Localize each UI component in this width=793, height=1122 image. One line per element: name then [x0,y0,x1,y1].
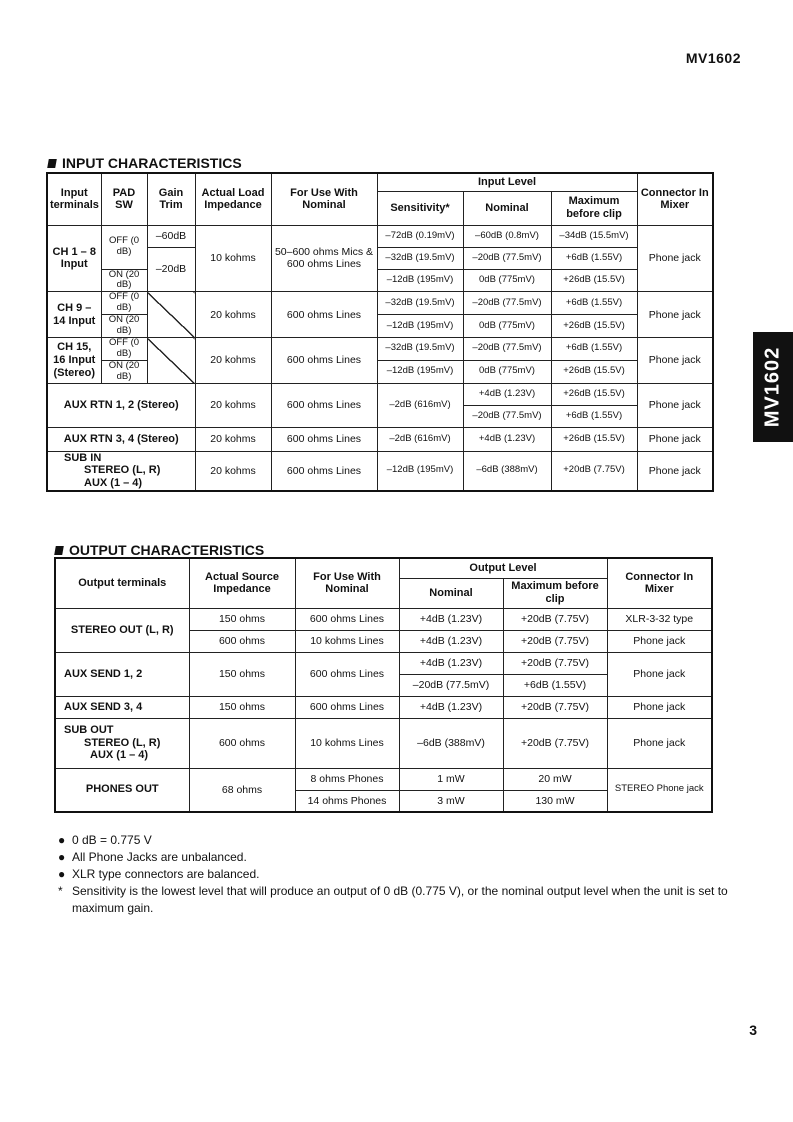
ch15-16-pad-off: OFF (0 dB) [101,338,147,361]
table-row [47,360,713,383]
bullet-icon: ● [58,850,66,864]
ch1-8-nom-1: –60dB (0.8mV) [463,225,551,247]
square-bullet-icon [54,546,64,555]
aux-rtn-12-nom-2: –20dB (77.5mV) [463,405,551,427]
table-row [47,315,713,338]
ch9-14-label: CH 9 – 14 Input [47,292,101,338]
ch9-14-pad-off: OFF (0 dB) [101,292,147,315]
side-tab [753,332,793,442]
aux-rtn-12-label: AUX RTN 1, 2 (Stereo) [47,383,195,427]
note-item [58,883,738,917]
aux-send-12-use: 600 ohms Lines [295,652,399,696]
model-name: MV1602 [685,50,741,66]
sub-out-max: +20dB (7.75V) [503,718,607,768]
aux-send-34-connector: Phone jack [607,696,712,718]
hdr-output-terminals: Output terminals [55,558,189,608]
ch9-14-gain-none [147,292,195,338]
aux-send-34-src: 150 ohms [189,696,295,718]
ch1-8-gain-60: –60dB [147,225,195,247]
ch1-8-sens-1: –72dB (0.19mV) [377,225,463,247]
ch1-8-max-1: –34dB (15.5mV) [551,225,637,247]
table-row [47,247,713,269]
phones-out-max-1: 20 mW [503,768,607,790]
ch15-16-max-2: +26dB (15.5V) [551,360,637,383]
aux-rtn-12-sens: –2dB (616mV) [377,383,463,427]
note-text: XLR type connectors are balanced. [72,867,260,881]
aux-send-12-nom-1: +4dB (1.23V) [399,652,503,674]
note-item [58,832,738,849]
stereo-out-src-1: 150 ohms [189,608,295,630]
stereo-out-nom-2: +4dB (1.23V) [399,630,503,652]
phones-out-max-2: 130 mW [503,790,607,812]
ch1-8-gain-20: –20dB [147,247,195,292]
sub-out-src: 600 ohms [189,718,295,768]
ch1-8-max-2: +6dB (1.55V) [551,247,637,269]
aux-send-12-label: AUX SEND 1, 2 [55,652,189,696]
hdr-nominal: Nominal [463,191,551,225]
aux-rtn-12-max-1: +26dB (15.5V) [551,383,637,405]
notes [58,832,738,917]
hdr-out-for-use-with: For Use With Nominal [295,558,399,608]
sub-in-connector: Phone jack [637,451,713,490]
ch9-14-sens-1: –32dB (19.5mV) [377,292,463,315]
aux-send-12-max-2: +6dB (1.55V) [503,674,607,696]
sub-in-max: +20dB (7.75V) [551,451,637,490]
phones-out-connector: STEREO Phone jack [607,768,712,812]
sub-in-line3: AUX (1 – 4) [84,477,143,489]
aux-send-34-use: 600 ohms Lines [295,696,399,718]
ch15-16-label: CH 15, 16 Input (Stereo) [47,338,101,384]
hdr-out-nominal: Nominal [399,578,503,608]
ch9-14-max-2: +26dB (15.5V) [551,315,637,338]
hdr-pad-sw: PAD SW [101,173,147,225]
ch9-14-max-1: +6dB (1.55V) [551,292,637,315]
hdr-input-terminals: Input terminals [47,173,101,225]
stereo-out-conn-2: Phone jack [607,630,712,652]
hdr-gain-trim: Gain Trim [147,173,195,225]
table-row [55,768,712,790]
ch1-8-pad-on: ON (20 dB) [101,269,147,292]
phones-out-src: 68 ohms [189,768,295,812]
ch9-14-connector: Phone jack [637,292,713,338]
ch1-8-pad-off: OFF (0 dB) [101,225,147,269]
note-item [58,866,738,883]
stereo-out-max-1: +20dB (7.75V) [503,608,607,630]
aux-rtn-34-max: +26dB (15.5V) [551,427,637,451]
ch15-16-connector: Phone jack [637,338,713,384]
input-header-row [47,173,713,191]
aux-send-12-max-1: +20dB (7.75V) [503,652,607,674]
sub-in-line2: STEREO (L, R) [84,464,161,477]
input-title-text: INPUT CHARACTERISTICS [62,155,242,171]
input-section-title [48,155,242,171]
sub-out-nom: –6dB (388mV) [399,718,503,768]
ch1-8-use: 50–600 ohms Mics & 600 ohms Lines [271,225,377,292]
table-row [47,338,713,361]
table-row [47,225,713,247]
ch15-16-sens-1: –32dB (19.5mV) [377,338,463,361]
table-row [47,451,713,490]
table-row [55,608,712,630]
ch1-8-label: CH 1 – 8 Input [47,225,101,292]
sub-in-nom: –6dB (388mV) [463,451,551,490]
table-row [55,652,712,674]
ch15-16-gain-none [147,338,195,384]
output-header-row [55,558,712,578]
note-text: Sensitivity is the lowest level that will produce an output of 0 dB (0.775 V), or the nominal output level when the unit is set to maximum gain. [72,884,728,915]
table-row [55,696,712,718]
hdr-sensitivity: Sensitivity* [377,191,463,225]
ch1-8-max-3: +26dB (15.5V) [551,269,637,292]
output-table [54,557,713,813]
ch9-14-nom-1: –20dB (77.5mV) [463,292,551,315]
sub-out-connector: Phone jack [607,718,712,768]
aux-rtn-12-connector: Phone jack [637,383,713,427]
phones-out-label: PHONES OUT [55,768,189,812]
note-text: 0 dB = 0.775 V [72,833,152,847]
sub-out-label [55,718,189,768]
square-bullet-icon [47,159,57,168]
hdr-out-max: Maximum before clip [503,578,607,608]
phones-out-nom-1: 1 mW [399,768,503,790]
output-section-title [55,542,264,558]
ch1-8-connector: Phone jack [637,225,713,292]
ch9-14-use: 600 ohms Lines [271,292,377,338]
note-text: All Phone Jacks are unbalanced. [72,850,247,864]
aux-rtn-34-connector: Phone jack [637,427,713,451]
side-tab-label: MV1602 [761,346,784,428]
aux-send-34-nom: +4dB (1.23V) [399,696,503,718]
aux-send-12-connector: Phone jack [607,652,712,696]
phones-out-use-1: 8 ohms Phones [295,768,399,790]
hdr-load-impedance: Actual Load Impedance [195,173,271,225]
phones-out-nom-2: 3 mW [399,790,503,812]
aux-send-34-label: AUX SEND 3, 4 [55,696,189,718]
aux-rtn-12-nom-1: +4dB (1.23V) [463,383,551,405]
aux-rtn-34-label: AUX RTN 3, 4 (Stereo) [47,427,195,451]
hdr-source-impedance: Actual Source Impedance [189,558,295,608]
stereo-out-use-1: 600 ohms Lines [295,608,399,630]
hdr-out-connector: Connector In Mixer [607,558,712,608]
sub-in-line1: SUB IN [64,451,102,464]
ch15-16-sens-2: –12dB (195mV) [377,360,463,383]
aux-rtn-12-max-2: +6dB (1.55V) [551,405,637,427]
ch1-8-sens-3: –12dB (195mV) [377,269,463,292]
ch1-8-load: 10 kohms [195,225,271,292]
input-table [46,172,714,492]
aux-send-12-src: 150 ohms [189,652,295,696]
ch15-16-max-1: +6dB (1.55V) [551,338,637,361]
stereo-out-max-2: +20dB (7.75V) [503,630,607,652]
ch9-14-pad-on: ON (20 dB) [101,315,147,338]
sub-out-line2: STEREO (L, R) [84,736,161,749]
ch1-8-sens-2: –32dB (19.5mV) [377,247,463,269]
table-row [47,427,713,451]
ch1-8-nom-2: –20dB (77.5mV) [463,247,551,269]
hdr-output-level: Output Level [399,558,607,578]
sub-in-sens: –12dB (195mV) [377,451,463,490]
sub-out-line1: SUB OUT [64,724,114,737]
aux-send-12-nom-2: –20dB (77.5mV) [399,674,503,696]
sub-out-use: 10 kohms Lines [295,718,399,768]
note-item [58,849,738,866]
asterisk-icon: * [58,884,63,898]
sub-in-use: 600 ohms Lines [271,451,377,490]
aux-rtn-12-load: 20 kohms [195,383,271,427]
hdr-max-before-clip: Maximum before clip [551,191,637,225]
ch9-14-nom-2: 0dB (775mV) [463,315,551,338]
sub-in-load: 20 kohms [195,451,271,490]
ch9-14-load: 20 kohms [195,292,271,338]
page-number: 3 [749,1022,757,1038]
ch15-16-load: 20 kohms [195,338,271,384]
output-title-text: OUTPUT CHARACTERISTICS [69,542,265,558]
aux-rtn-34-use: 600 ohms Lines [271,427,377,451]
hdr-for-use-with: For Use With Nominal [271,173,377,225]
sub-out-line3: AUX (1 – 4) [90,749,149,762]
table-row [55,718,712,768]
table-row [47,269,713,292]
ch9-14-sens-2: –12dB (195mV) [377,315,463,338]
bullet-icon: ● [58,833,66,847]
hdr-input-level: Input Level [377,173,637,191]
phones-out-use-2: 14 ohms Phones [295,790,399,812]
hdr-connector: Connector In Mixer [637,173,713,225]
ch15-16-use: 600 ohms Lines [271,338,377,384]
sub-in-label [47,451,195,490]
stereo-out-nom-1: +4dB (1.23V) [399,608,503,630]
aux-rtn-34-nom: +4dB (1.23V) [463,427,551,451]
stereo-out-label: STEREO OUT (L, R) [55,608,189,652]
aux-rtn-34-sens: –2dB (616mV) [377,427,463,451]
ch1-8-nom-3: 0dB (775mV) [463,269,551,292]
stereo-out-conn-1: XLR-3-32 type [607,608,712,630]
stereo-out-use-2: 10 kohms Lines [295,630,399,652]
aux-rtn-12-use: 600 ohms Lines [271,383,377,427]
aux-rtn-34-load: 20 kohms [195,427,271,451]
table-row [47,292,713,315]
table-row [47,383,713,405]
bullet-icon: ● [58,867,66,881]
aux-send-34-max: +20dB (7.75V) [503,696,607,718]
ch15-16-nom-1: –20dB (77.5mV) [463,338,551,361]
stereo-out-src-2: 600 ohms [189,630,295,652]
ch15-16-pad-on: ON (20 dB) [101,360,147,383]
ch15-16-nom-2: 0dB (775mV) [463,360,551,383]
